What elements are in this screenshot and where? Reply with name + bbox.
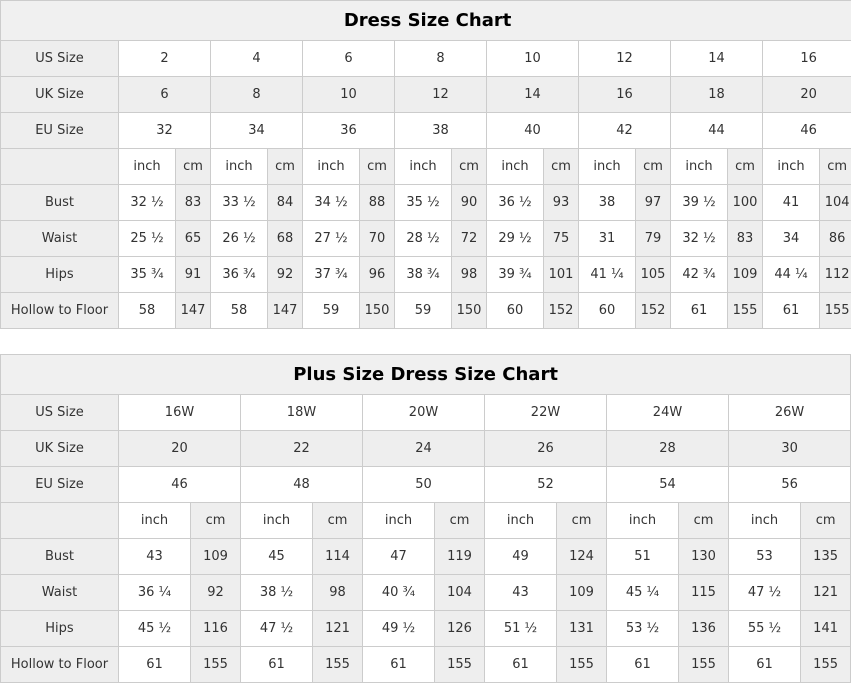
size-value-cell: 20 [119, 431, 241, 467]
measure-cm-cell: 141 [801, 611, 851, 647]
measure-inch-cell: 49 [485, 539, 557, 575]
measure-inch-cell: 34 [763, 221, 820, 257]
size-row-eu-size [1, 113, 851, 149]
measure-row-waist [1, 221, 851, 257]
measure-inch-cell: 45 ¼ [607, 575, 679, 611]
measure-inch-cell: 27 ½ [303, 221, 360, 257]
measure-cm-cell: 155 [191, 647, 241, 683]
measure-cm-cell: 121 [801, 575, 851, 611]
measure-inch-cell: 41 ¼ [579, 257, 636, 293]
unit-inch-header: inch [763, 149, 820, 185]
measure-inch-cell: 33 ½ [211, 185, 268, 221]
measure-inch-cell: 35 ½ [395, 185, 452, 221]
measure-inch-cell: 45 ½ [119, 611, 191, 647]
unit-cm-header: cm [435, 503, 485, 539]
unit-inch-header: inch [119, 503, 191, 539]
measure-inch-cell: 60 [579, 293, 636, 329]
measure-row-bust [1, 539, 851, 575]
measure-inch-cell: 38 ½ [241, 575, 313, 611]
measure-inch-cell: 60 [487, 293, 544, 329]
measure-cm-cell: 155 [820, 293, 851, 329]
unit-inch-header: inch [303, 149, 360, 185]
measure-inch-cell: 61 [729, 647, 801, 683]
measure-inch-cell: 47 ½ [241, 611, 313, 647]
measure-inch-cell: 36 ¼ [119, 575, 191, 611]
unit-cm-header: cm [360, 149, 395, 185]
measure-inch-cell: 47 ½ [729, 575, 801, 611]
size-value-cell: 2 [119, 41, 211, 77]
unit-inch-header: inch [607, 503, 679, 539]
size-value-cell: 12 [395, 77, 487, 113]
unit-cm-header: cm [191, 503, 241, 539]
measure-cm-cell: 70 [360, 221, 395, 257]
row-label: Bust [1, 185, 119, 221]
measure-row-hollow-to-floor [1, 647, 851, 683]
measure-cm-cell: 119 [435, 539, 485, 575]
measure-cm-cell: 150 [452, 293, 487, 329]
row-label: EU Size [1, 113, 119, 149]
size-value-cell: 22 [241, 431, 363, 467]
measure-inch-cell: 59 [395, 293, 452, 329]
measure-inch-cell: 58 [119, 293, 176, 329]
size-value-cell: 26W [729, 395, 851, 431]
measure-cm-cell: 155 [557, 647, 607, 683]
size-value-cell: 16 [763, 41, 851, 77]
measure-inch-cell: 32 ½ [671, 221, 728, 257]
title-row [1, 355, 851, 395]
size-value-cell: 54 [607, 467, 729, 503]
measure-cm-cell: 155 [435, 647, 485, 683]
unit-cm-header: cm [557, 503, 607, 539]
measure-cm-cell: 100 [728, 185, 763, 221]
size-value-cell: 6 [119, 77, 211, 113]
size-value-cell: 24 [363, 431, 485, 467]
row-label: US Size [1, 395, 119, 431]
row-label: Hips [1, 611, 119, 647]
measure-cm-cell: 98 [452, 257, 487, 293]
size-row-uk-size [1, 431, 851, 467]
measure-inch-cell: 39 ¾ [487, 257, 544, 293]
row-label: Hollow to Floor [1, 647, 119, 683]
measure-inch-cell: 42 ¾ [671, 257, 728, 293]
measure-cm-cell: 96 [360, 257, 395, 293]
unit-inch-header: inch [485, 503, 557, 539]
measure-cm-cell: 121 [313, 611, 363, 647]
size-value-cell: 56 [729, 467, 851, 503]
measure-cm-cell: 104 [435, 575, 485, 611]
measure-inch-cell: 32 ½ [119, 185, 176, 221]
measure-cm-cell: 91 [176, 257, 211, 293]
measure-cm-cell: 75 [544, 221, 579, 257]
size-value-cell: 30 [729, 431, 851, 467]
measure-inch-cell: 34 ½ [303, 185, 360, 221]
measure-cm-cell: 72 [452, 221, 487, 257]
row-label: UK Size [1, 77, 119, 113]
measure-cm-cell: 98 [313, 575, 363, 611]
measure-inch-cell: 53 [729, 539, 801, 575]
size-value-cell: 28 [607, 431, 729, 467]
measure-row-waist [1, 575, 851, 611]
measure-inch-cell: 38 ¾ [395, 257, 452, 293]
size-value-cell: 44 [671, 113, 763, 149]
measure-cm-cell: 88 [360, 185, 395, 221]
size-value-cell: 48 [241, 467, 363, 503]
unit-cm-header: cm [679, 503, 729, 539]
size-value-cell: 16 [579, 77, 671, 113]
row-label: Bust [1, 539, 119, 575]
unit-cm-header: cm [544, 149, 579, 185]
size-value-cell: 52 [485, 467, 607, 503]
unit-cm-header: cm [728, 149, 763, 185]
measure-cm-cell: 92 [191, 575, 241, 611]
size-value-cell: 18 [671, 77, 763, 113]
size-value-cell: 8 [211, 77, 303, 113]
measure-cm-cell: 115 [679, 575, 729, 611]
measure-cm-cell: 155 [679, 647, 729, 683]
unit-inch-header: inch [671, 149, 728, 185]
row-label: Hollow to Floor [1, 293, 119, 329]
measure-cm-cell: 136 [679, 611, 729, 647]
measure-inch-cell: 37 ¾ [303, 257, 360, 293]
size-value-cell: 50 [363, 467, 485, 503]
measure-cm-cell: 97 [636, 185, 671, 221]
measure-inch-cell: 44 ¼ [763, 257, 820, 293]
measure-cm-cell: 79 [636, 221, 671, 257]
measure-cm-cell: 86 [820, 221, 851, 257]
unit-cm-header: cm [801, 503, 851, 539]
size-value-cell: 16W [119, 395, 241, 431]
measure-inch-cell: 61 [607, 647, 679, 683]
unit-inch-header: inch [211, 149, 268, 185]
measure-cm-cell: 135 [801, 539, 851, 575]
measure-cm-cell: 105 [636, 257, 671, 293]
measure-cm-cell: 130 [679, 539, 729, 575]
row-label: EU Size [1, 467, 119, 503]
measure-cm-cell: 155 [801, 647, 851, 683]
table-body [1, 395, 851, 683]
size-value-cell: 18W [241, 395, 363, 431]
measure-cm-cell: 83 [728, 221, 763, 257]
measure-inch-cell: 26 ½ [211, 221, 268, 257]
table-header [1, 355, 851, 395]
row-label: US Size [1, 41, 119, 77]
size-value-cell: 40 [487, 113, 579, 149]
measure-inch-cell: 51 ½ [485, 611, 557, 647]
measure-inch-cell: 61 [241, 647, 313, 683]
size-value-cell: 26 [485, 431, 607, 467]
unit-cm-header: cm [452, 149, 487, 185]
measure-inch-cell: 29 ½ [487, 221, 544, 257]
measure-cm-cell: 150 [360, 293, 395, 329]
size-value-cell: 42 [579, 113, 671, 149]
size-value-cell: 10 [487, 41, 579, 77]
unit-cm-header: cm [268, 149, 303, 185]
measure-cm-cell: 152 [636, 293, 671, 329]
row-label: UK Size [1, 431, 119, 467]
measure-cm-cell: 65 [176, 221, 211, 257]
size-value-cell: 6 [303, 41, 395, 77]
measure-inch-cell: 58 [211, 293, 268, 329]
unit-inch-header: inch [579, 149, 636, 185]
size-row-us-size [1, 395, 851, 431]
size-value-cell: 36 [303, 113, 395, 149]
size-row-us-size [1, 41, 851, 77]
measure-row-hips [1, 257, 851, 293]
measure-cm-cell: 68 [268, 221, 303, 257]
size-value-cell: 12 [579, 41, 671, 77]
size-value-cell: 46 [119, 467, 241, 503]
measure-inch-cell: 61 [671, 293, 728, 329]
size-value-cell: 24W [607, 395, 729, 431]
measure-inch-cell: 61 [363, 647, 435, 683]
dress-size-chart-table [0, 0, 851, 329]
unit-cm-header: cm [636, 149, 671, 185]
measure-cm-cell: 114 [313, 539, 363, 575]
unit-cm-header: cm [313, 503, 363, 539]
measure-inch-cell: 53 ½ [607, 611, 679, 647]
measure-inch-cell: 49 ½ [363, 611, 435, 647]
measure-row-bust [1, 185, 851, 221]
size-value-cell: 8 [395, 41, 487, 77]
measure-cm-cell: 131 [557, 611, 607, 647]
plus-size-dress-size-chart-table [0, 354, 851, 683]
measure-cm-cell: 109 [191, 539, 241, 575]
unit-inch-header: inch [487, 149, 544, 185]
table-header [1, 1, 851, 41]
measure-cm-cell: 101 [544, 257, 579, 293]
unit-header-row [1, 503, 851, 539]
measure-inch-cell: 43 [485, 575, 557, 611]
measure-row-hips [1, 611, 851, 647]
size-value-cell: 20 [763, 77, 851, 113]
measure-inch-cell: 61 [485, 647, 557, 683]
measure-inch-cell: 36 ¾ [211, 257, 268, 293]
row-label: Waist [1, 221, 119, 257]
size-row-uk-size [1, 77, 851, 113]
unit-header-row [1, 149, 851, 185]
unit-inch-header: inch [395, 149, 452, 185]
measure-inch-cell: 36 ½ [487, 185, 544, 221]
measure-inch-cell: 59 [303, 293, 360, 329]
table-title: Plus Size Dress Size Chart [1, 355, 851, 395]
size-value-cell: 38 [395, 113, 487, 149]
unit-inch-header: inch [729, 503, 801, 539]
measure-cm-cell: 126 [435, 611, 485, 647]
measure-cm-cell: 124 [557, 539, 607, 575]
measure-cm-cell: 93 [544, 185, 579, 221]
measure-row-hollow-to-floor [1, 293, 851, 329]
title-row [1, 1, 851, 41]
unit-row-spacer [1, 503, 119, 539]
measure-inch-cell: 35 ¾ [119, 257, 176, 293]
measure-inch-cell: 28 ½ [395, 221, 452, 257]
size-value-cell: 32 [119, 113, 211, 149]
measure-inch-cell: 55 ½ [729, 611, 801, 647]
measure-cm-cell: 104 [820, 185, 851, 221]
measure-inch-cell: 47 [363, 539, 435, 575]
measure-inch-cell: 61 [763, 293, 820, 329]
measure-inch-cell: 45 [241, 539, 313, 575]
measure-cm-cell: 109 [728, 257, 763, 293]
measure-cm-cell: 84 [268, 185, 303, 221]
table-title: Dress Size Chart [1, 1, 851, 41]
measure-inch-cell: 38 [579, 185, 636, 221]
size-value-cell: 14 [671, 41, 763, 77]
size-value-cell: 10 [303, 77, 395, 113]
measure-cm-cell: 112 [820, 257, 851, 293]
unit-inch-header: inch [363, 503, 435, 539]
unit-inch-header: inch [241, 503, 313, 539]
measure-inch-cell: 40 ¾ [363, 575, 435, 611]
size-value-cell: 22W [485, 395, 607, 431]
measure-cm-cell: 83 [176, 185, 211, 221]
measure-cm-cell: 147 [176, 293, 211, 329]
size-value-cell: 14 [487, 77, 579, 113]
size-row-eu-size [1, 467, 851, 503]
measure-inch-cell: 43 [119, 539, 191, 575]
measure-cm-cell: 92 [268, 257, 303, 293]
unit-cm-header: cm [820, 149, 851, 185]
measure-inch-cell: 41 [763, 185, 820, 221]
size-value-cell: 4 [211, 41, 303, 77]
measure-cm-cell: 155 [728, 293, 763, 329]
measure-inch-cell: 31 [579, 221, 636, 257]
table-body [1, 41, 851, 329]
measure-inch-cell: 25 ½ [119, 221, 176, 257]
measure-cm-cell: 152 [544, 293, 579, 329]
row-label: Hips [1, 257, 119, 293]
measure-inch-cell: 39 ½ [671, 185, 728, 221]
measure-cm-cell: 147 [268, 293, 303, 329]
row-label: Waist [1, 575, 119, 611]
unit-cm-header: cm [176, 149, 211, 185]
measure-inch-cell: 61 [119, 647, 191, 683]
size-value-cell: 34 [211, 113, 303, 149]
measure-cm-cell: 90 [452, 185, 487, 221]
measure-inch-cell: 51 [607, 539, 679, 575]
measure-cm-cell: 109 [557, 575, 607, 611]
unit-inch-header: inch [119, 149, 176, 185]
unit-row-spacer [1, 149, 119, 185]
size-value-cell: 20W [363, 395, 485, 431]
measure-cm-cell: 155 [313, 647, 363, 683]
measure-cm-cell: 116 [191, 611, 241, 647]
size-value-cell: 46 [763, 113, 851, 149]
